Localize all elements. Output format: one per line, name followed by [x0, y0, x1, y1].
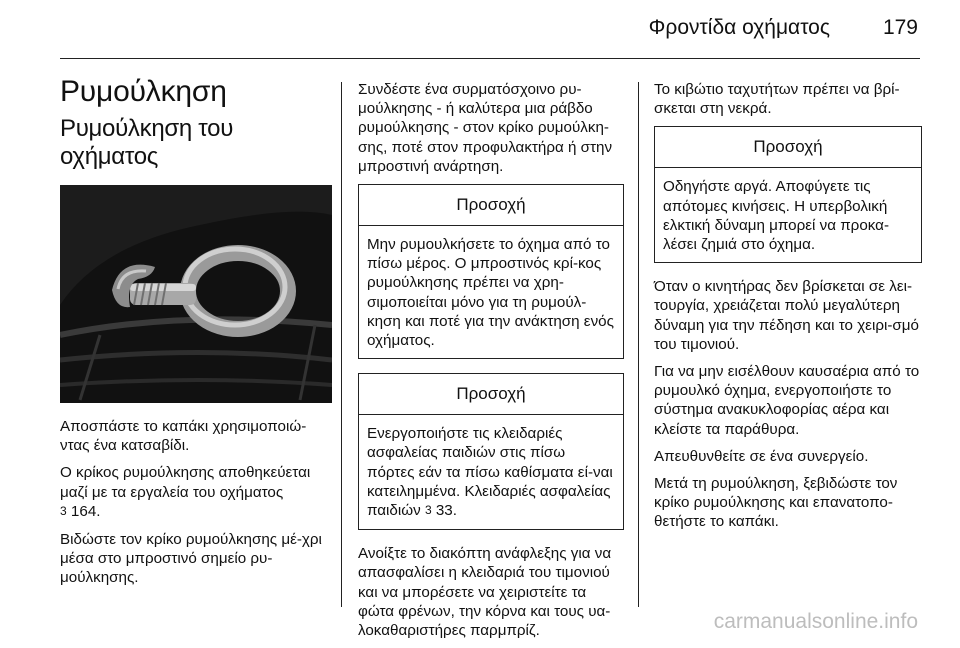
tow-eye-illustration — [60, 185, 332, 403]
caution-box — [358, 373, 624, 530]
paragraph — [60, 463, 332, 522]
paragraph: Για να μην εισέλθουν καυσαέρια από το ρυμουλκό όχημα, ενεργοποιήστε το σύστημα ανακυκλοφορίας αέρα και κλείστε τα παράθυρα. — [654, 363, 920, 438]
paragraph: Απευθυνθείτε σε ένα συνεργείο. — [654, 447, 869, 465]
column-2 — [358, 80, 624, 648]
caution-text: Ενεργοποιήστε τις κλειδαριές ασφαλείας παιδιών στις πίσω πόρτες εάν τα πίσω καθίσματα εί-ναι κατειλημμένα. Κλειδαριές ασφαλείας παιδιών — [367, 425, 613, 520]
subsection-heading: Ρυμούλκηση του οχήματος — [60, 115, 234, 170]
paragraph: Συνδέστε ένα συρματόσχοινο ρυ-μούλκησης - ή καλύτερα μια ράβδο ρυμούλκησης - στον κρίκο ρυμούλκη-σης, ποτέ στον προφυλακτήρα ή στην μπροστινή ανάρτηση. — [358, 81, 613, 175]
paragraph: Όταν ο κινητήρας δεν βρίσκεται σε λει-τουργία, χρειάζεται πολύ μεγαλύτερη δύναμη για την πέδηση και το χειρι-σμό του τιμονιού. — [654, 278, 919, 353]
paragraph: Το κιβώτιο ταχυτήτων πρέπει να βρί-σκεται στη νεκρά. — [654, 81, 900, 118]
reference-arrow-icon: 3 — [60, 503, 67, 518]
column-divider — [638, 82, 639, 607]
paragraph: Ανοίξτε το διακόπτη ανάφλεξης για να απασφαλίσει η κλειδαριά του τιμονιού και να μπορέσετε να χειριστείτε τα φώτα φρένων, την κόρνα και τους υα-λοκαθαριστήρες παρμπρίζ. — [358, 545, 612, 640]
caution-text-wrapper — [359, 415, 623, 529]
paragraph: Αποσπάστε το καπάκι χρησιμοποιώ-ντας ένα κατσαβίδι. — [60, 418, 307, 455]
page-reference: 164. — [70, 502, 101, 520]
running-header-title: Φροντίδα οχήματος — [648, 16, 830, 39]
caution-title: Προσοχή — [359, 374, 623, 415]
caution-box — [358, 184, 624, 359]
watermark: carmanualsonline.info — [713, 610, 918, 633]
caution-text: Οδηγήστε αργά. Αποφύγετε τις απότομες κινήσεις. Η υπερβολική ελκτική δύναμη μπορεί να προκα-λέσει ζημιά στο όχημα. — [663, 178, 890, 254]
caution-text: Μην ρυμουλκήσετε το όχημα από το πίσω μέρος. Ο μπροστινός κρί-κος ρυμούλκησης πρέπει να χρη-σιμοποιείται μόνο για τη ρυμούλ-κηση και ποτέ για την ανάκτηση ενός οχήματος. — [367, 236, 614, 350]
paragraph: Βιδώστε τον κρίκο ρυμούλκησης μέ-χρι μέσα στο μπροστινό σημείο ρυ-μούλκησης. — [60, 531, 322, 587]
caution-box — [654, 126, 922, 263]
paragraph-text: Ο κρίκος ρυμούλκησης αποθηκεύεται μαζί με τα εργαλεία του οχήματος — [60, 464, 311, 501]
caution-title: Προσοχή — [655, 127, 921, 168]
page-reference: 33. — [435, 502, 457, 520]
header-rule — [60, 58, 920, 59]
reference-arrow-icon: 3 — [424, 503, 432, 518]
page-number: 179 — [882, 16, 918, 39]
column-3 — [654, 80, 922, 540]
section-heading: Ρυμούλκηση — [60, 75, 227, 108]
column-1 — [60, 75, 332, 596]
paragraph: Μετά τη ρυμούλκηση, ξεβιδώστε τον κρίκο ρυμούλκησης και επανατοπο-θετήστε το καπάκι. — [654, 475, 898, 531]
column-divider — [341, 82, 342, 607]
caution-title: Προσοχή — [359, 185, 623, 226]
